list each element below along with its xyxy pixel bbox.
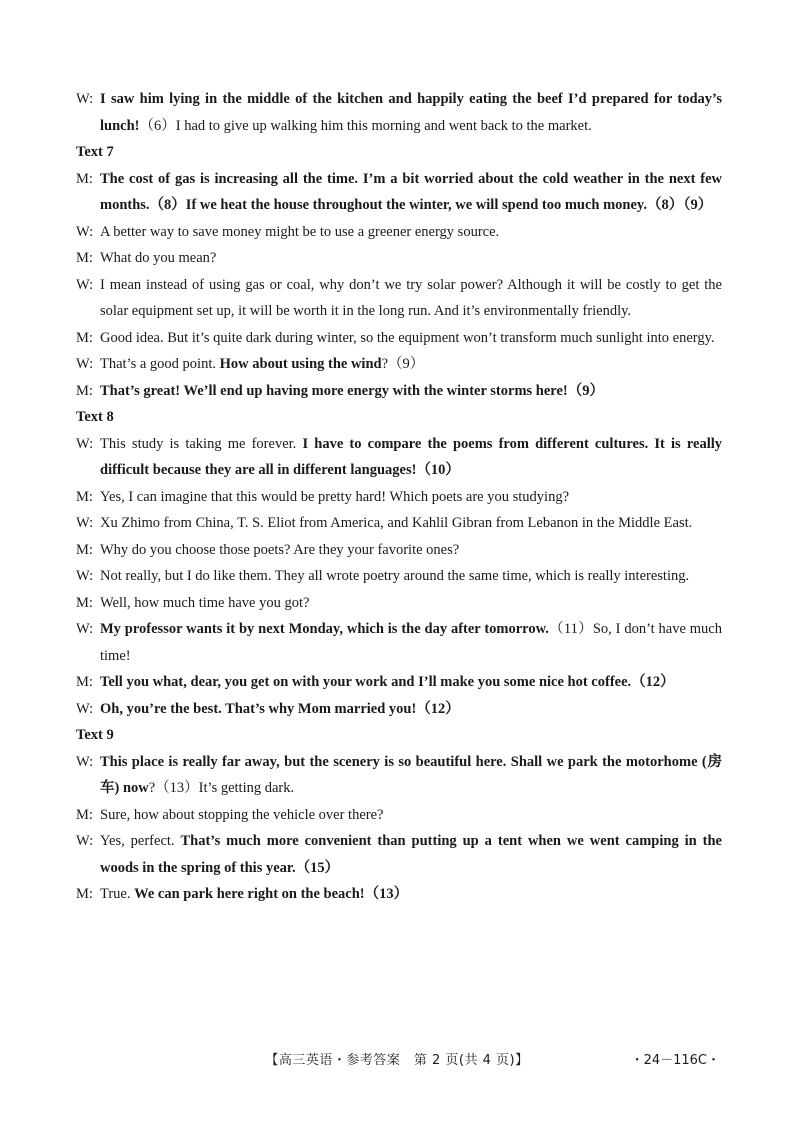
speaker-label: W: — [76, 753, 94, 770]
dialogue-line — [76, 828, 722, 881]
answer-evidence-text: How about using the wind — [219, 356, 382, 372]
speaker-label: W: — [76, 356, 94, 372]
speaker-label: W: — [76, 515, 94, 531]
speaker-label: M: — [76, 329, 93, 346]
dialogue-line — [76, 537, 722, 564]
dialogue-line — [76, 484, 722, 511]
answer-evidence-text: That’s much more convenient than putting up a tent when we went camping in the woods in the spring of this year.（15） — [100, 833, 722, 876]
dialogue-line — [76, 590, 722, 617]
speaker-label: W: — [76, 276, 94, 293]
dialogue-text — [100, 484, 722, 511]
dialogue-segment: （11）So, I don’t have much time! — [100, 621, 722, 664]
dialogue-line — [76, 696, 722, 723]
dialogue-line — [76, 351, 722, 378]
speaker-label: M: — [76, 382, 93, 399]
dialogue-line — [76, 431, 722, 484]
dialogue-segment: Yes, I can imagine that this would be pretty hard! Which poets are you studying? — [100, 488, 570, 505]
answer-evidence-text: The cost of gas is increasing all the time. I’m a bit worried about the cold weather in the next few months.（8）If we heat the house throughout the winter, we will spend too much money.（8）（9） — [100, 170, 722, 213]
dialogue-line — [76, 219, 722, 246]
speaker-label: W: — [76, 621, 94, 637]
dialogue-segment: What do you mean? — [100, 250, 217, 266]
dialogue-text — [100, 219, 722, 246]
dialogue-segment: Sure, how about stopping the vehicle over there? — [100, 806, 384, 823]
dialogue-line — [76, 881, 722, 908]
dialogue-segment: Yes, perfect. — [100, 833, 181, 849]
answer-evidence-text: I saw him lying in the middle of the kitchen and happily eating the beef I’d prepared for today’s lunch! — [100, 91, 722, 134]
dialogue-line — [76, 325, 722, 352]
dialogue-line — [76, 378, 722, 405]
dialogue-segment: （6）I had to give up walking him this morning and went back to the market. — [139, 117, 592, 134]
answer-evidence-text: Tell you what, dear, you get on with your work and I’ll make you some nice hot coffee.（12） — [100, 674, 675, 690]
dialogue-text — [100, 272, 722, 325]
dialogue-text — [100, 881, 722, 908]
dialogue-text — [100, 696, 722, 723]
dialogue-segment: Not really, but I do like them. They all wrote poetry around the same time, which is really interesting. — [100, 568, 690, 584]
dialogue-text — [100, 510, 722, 537]
dialogue-line — [76, 749, 722, 802]
speaker-label: M: — [76, 488, 93, 505]
answer-evidence-text: That’s great! We’ll end up having more energy with the winter storms here!（9） — [100, 382, 604, 399]
section-heading: Text 7 — [76, 144, 114, 160]
answer-evidence-text: This place is really far away, but the scenery is so beautiful here. Shall we park the motorhome (房车) now — [100, 753, 722, 796]
speaker-label: W: — [76, 91, 94, 107]
dialogue-line — [76, 802, 722, 829]
dialogue-segment: A better way to save money might be to use a greener energy source. — [100, 223, 500, 240]
dialogue-text — [100, 749, 722, 802]
speaker-label: M: — [76, 674, 93, 690]
footer-page-info: 【高三英语・参考答案 第 2 页(共 4 页)】 — [265, 1053, 529, 1068]
answer-evidence-text: We can park here right on the beach!（13） — [134, 886, 409, 902]
speaker-label: W: — [76, 435, 94, 452]
dialogue-text — [100, 828, 722, 881]
dialogue-segment: Well, how much time have you got? — [100, 594, 310, 611]
speaker-label: W: — [76, 833, 94, 849]
dialogue-segment: Xu Zhimo from China, T. S. Eliot from America, and Kahlil Gibran from Lebanon in the Middle East. — [100, 515, 693, 531]
dialogue-text — [100, 802, 722, 829]
dialogue-text — [100, 616, 722, 669]
dialogue-text — [100, 325, 722, 352]
speaker-label: W: — [76, 700, 94, 717]
dialogue-text — [100, 245, 722, 272]
speaker-label: W: — [76, 568, 94, 584]
answer-evidence-text: I have to compare the poems from different cultures. It is really difficult because they are all in different languages!（10） — [100, 435, 722, 478]
dialogue-text — [100, 669, 722, 696]
dialogue-text — [100, 590, 722, 617]
section-heading: Text 9 — [76, 727, 114, 743]
answer-evidence-text: Oh, you’re the best. That’s why Mom married you!（12） — [100, 700, 460, 717]
dialogue-text — [100, 431, 722, 484]
dialogue-line — [76, 166, 722, 219]
speaker-label: M: — [76, 594, 93, 611]
dialogue-line — [76, 86, 722, 139]
transcript-body — [76, 86, 722, 908]
answer-evidence-text: My professor wants it by next Monday, which is the day after tomorrow. — [100, 621, 549, 637]
dialogue-segment: Why do you choose those poets? Are they your favorite ones? — [100, 541, 460, 558]
dialogue-text — [100, 86, 722, 139]
speaker-label: W: — [76, 223, 94, 240]
dialogue-line — [76, 563, 722, 590]
speaker-label: M: — [76, 170, 93, 187]
speaker-label: M: — [76, 806, 93, 823]
dialogue-line — [76, 510, 722, 537]
dialogue-segment: True. — [100, 886, 135, 902]
speaker-label: M: — [76, 541, 93, 558]
dialogue-segment: I mean instead of using gas or coal, why don’t we try solar power? Although it will be costly to get the solar equipment set up, it will be worth it in the long run. And it’s environmentally friendly. — [100, 276, 722, 319]
dialogue-line — [76, 272, 722, 325]
dialogue-segment: Good idea. But it’s quite dark during winter, so the equipment won’t transform much sunlight into energy. — [100, 329, 715, 346]
dialogue-segment: ?（9） — [381, 356, 425, 372]
dialogue-text — [100, 166, 722, 219]
dialogue-segment: ?（13）It’s getting dark. — [148, 780, 295, 796]
dialogue-line — [76, 669, 722, 696]
dialogue-segment: This study is taking me forever. — [100, 435, 303, 452]
dialogue-text — [100, 537, 722, 564]
dialogue-line — [76, 245, 722, 272]
section-heading: Text 8 — [76, 409, 114, 425]
speaker-label: M: — [76, 250, 93, 266]
speaker-label: M: — [76, 886, 93, 902]
page-footer — [0, 1049, 794, 1071]
footer-code: ・24－116C・ — [630, 1053, 720, 1068]
dialogue-text — [100, 563, 722, 590]
dialogue-segment: That’s a good point. — [100, 356, 220, 372]
dialogue-text — [100, 378, 722, 405]
dialogue-line — [76, 616, 722, 669]
dialogue-text — [100, 351, 722, 378]
